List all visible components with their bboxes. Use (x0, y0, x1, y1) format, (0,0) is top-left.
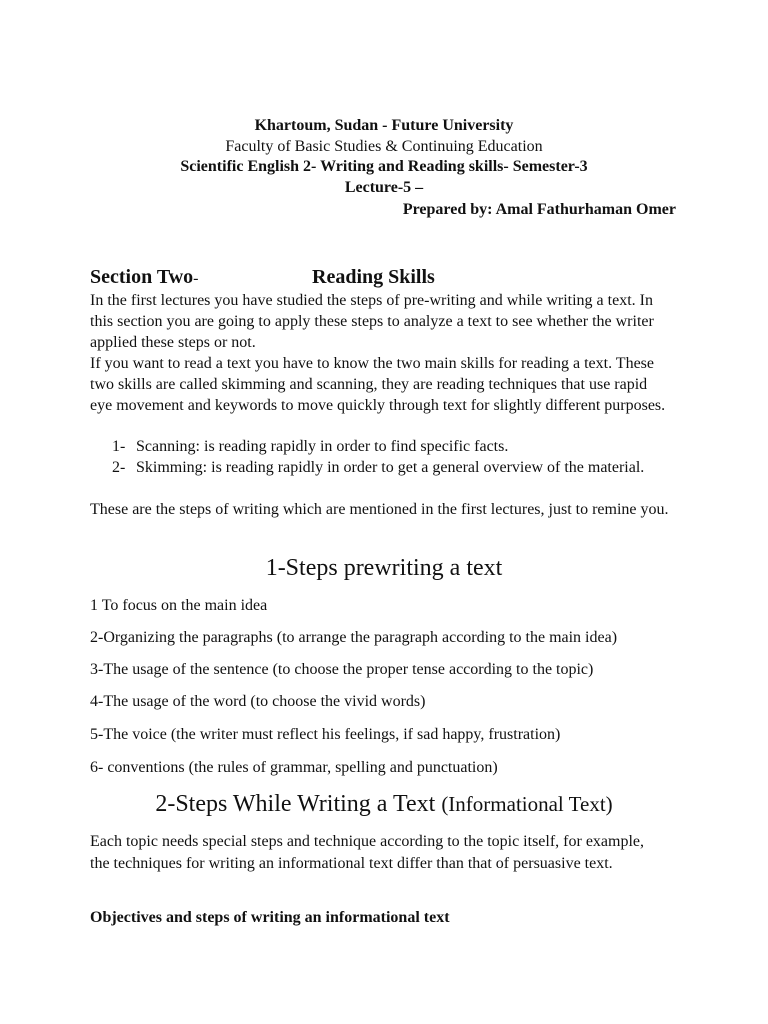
while-writing-heading (0, 790, 768, 818)
prewriting-step-1: 1 To focus on the main idea (90, 597, 268, 614)
prewriting-step-5: 5-The voice (the writer must reflect his feelings, if sad happy, frustration) (90, 726, 561, 743)
prewriting-step-3: 3-The usage of the sentence (to choose the proper tense according to the topic) (90, 661, 594, 678)
header-university: Khartoum, Sudan - Future University (254, 117, 514, 134)
prewriting-step-2: 2-Organizing the paragraphs (to arrange the paragraph according to the main idea) (90, 629, 618, 646)
section-title-left: Section Two (90, 266, 194, 288)
header-course: Scientific English 2- Writing and Reading skills- Semester-3 (180, 158, 588, 175)
section-paragraph-1: In the first lectures you have studied the steps of pre-writing and while writing a text. In this section you are going to apply these steps to analyze a text to see whether the writer applied these steps or not. (90, 292, 654, 351)
while-writing-paragraph: Each topic needs special steps and technique according to the topic itself, for example, the techniques for writing an informational text differ than that of persuasive text. (90, 833, 645, 872)
section-title-dash: - (193, 270, 199, 287)
list-item-scanning: Scanning: is reading rapidly in order to find specific facts. (136, 438, 509, 455)
prewriting-step-6: 6- conventions (the rules of grammar, spelling and punctuation) (90, 759, 498, 776)
list-item-skimming: Skimming: is reading rapidly in order to get a general overview of the material. (136, 459, 645, 476)
list-number-1: 1- (112, 438, 126, 455)
header-lecture: Lecture-5 – (344, 179, 424, 196)
objectives-heading: Objectives and steps of writing an informational text (90, 909, 450, 926)
prewriting-step-4: 4-The usage of the word (to choose the vivid words) (90, 693, 426, 710)
prewriting-heading: 1-Steps prewriting a text (265, 555, 503, 581)
section-title (90, 264, 690, 292)
list-number-2: 2- (112, 459, 126, 476)
section-paragraph-2: If you want to read a text you have to know the two main skills for reading a text. These two skills are called skimming and scanning, they are reading techniques that use rapid eye movement and keywords to move quickly through text for slightly different purposes. (90, 355, 666, 414)
header-author: Prepared by: Amal Fathurhaman Omer (402, 201, 676, 218)
section-paragraph-3: These are the steps of writing which are mentioned in the first lectures, just to remine you. (90, 501, 669, 518)
while-writing-heading-sub: (Informational Text) (441, 792, 613, 816)
header-faculty: Faculty of Basic Studies & Continuing Education (225, 138, 543, 155)
while-writing-heading-main: 2-Steps While Writing a Text (155, 791, 436, 817)
section-title-right: Reading Skills (312, 266, 435, 288)
